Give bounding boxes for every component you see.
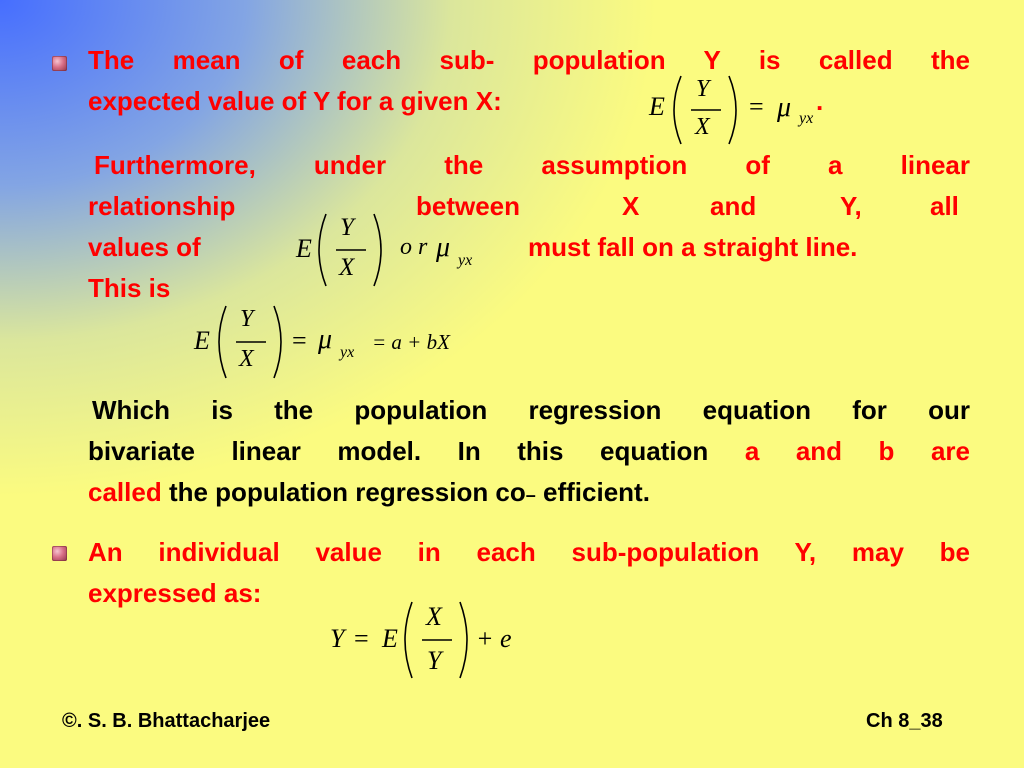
para2-values-of: values of [88, 232, 201, 262]
math-mu: μ [318, 324, 333, 355]
para3-dash: – [525, 485, 536, 505]
math-X: X [339, 254, 355, 281]
para3-line1-text: Which is the population regression equation for our [92, 395, 970, 425]
bullet1-line2: expected value of Y for a given X: [88, 86, 502, 116]
para2-this-is: This is [88, 273, 171, 303]
math-X: X [426, 602, 442, 631]
math-Y: Y [427, 646, 442, 675]
para3-line2-text: bivariate linear model. In this equation [88, 436, 709, 466]
math-Y: Y [330, 624, 345, 653]
para2-word-all: all [930, 191, 959, 221]
bullet-icon [52, 56, 67, 71]
math-Y: Y [696, 76, 710, 102]
math-X: X [695, 114, 710, 140]
math-mu: μ [777, 92, 792, 123]
math-E: E [194, 326, 210, 355]
para3-a-and-b: a and b are [744, 436, 970, 466]
equation-brackets [645, 72, 845, 148]
para2-word-and: and [710, 191, 757, 221]
math-E: E [382, 624, 398, 653]
equation-brackets [294, 210, 494, 290]
math-equals: = [354, 624, 369, 653]
bullet2-line1: An individual value in each sub-population Y, may be [88, 537, 970, 567]
para2-word-x: X [622, 191, 640, 221]
para2-straight-line: must fall on a straight line. [528, 232, 858, 262]
para3-line2 [88, 431, 970, 472]
equation-regression [190, 302, 490, 382]
math-rhs: = a + bX [372, 330, 450, 354]
math-Y: Y [240, 306, 254, 332]
math-subscript-yx: yx [799, 110, 814, 127]
equation-expected-value [645, 72, 845, 148]
footer-copyright: ©. S. B. Bhattacharjee [62, 710, 271, 732]
para2-word-relationship: relationship [88, 191, 236, 221]
bullet1-line1: The mean of each sub- population Y is called the [88, 45, 970, 75]
math-equals: = [292, 326, 307, 355]
math-E: E [296, 234, 312, 263]
math-or: o r [400, 234, 428, 260]
para2-word-y: Y, [840, 191, 862, 221]
para2-word-between: between [416, 191, 521, 221]
para2-line1 [88, 145, 970, 186]
math-mu: μ [436, 232, 451, 263]
para3-called: called [88, 477, 162, 507]
bullet1-period: . [816, 86, 824, 116]
math-X: X [239, 346, 254, 372]
para3-line3 [88, 472, 650, 516]
bullet2-line2: expressed as: [88, 578, 262, 608]
math-Y: Y [340, 214, 354, 241]
para3-line1 [88, 390, 970, 431]
math-subscript-yx: yx [340, 344, 355, 361]
para2-line1-text: Furthermore, under the assumption of a linear [94, 150, 970, 180]
footer-page-number: Ch 8_38 [866, 710, 943, 732]
bullet-icon [52, 546, 67, 561]
para3-efficient: efficient. [535, 477, 650, 507]
math-plus-e: + e [476, 624, 512, 653]
equation-individual-value [330, 598, 550, 682]
math-E: E [649, 92, 665, 121]
math-subscript-yx: yx [458, 252, 473, 269]
para3-line3-text: the population regression co [168, 477, 526, 507]
equation-or-mu [294, 210, 494, 290]
math-equals: = [749, 92, 764, 121]
